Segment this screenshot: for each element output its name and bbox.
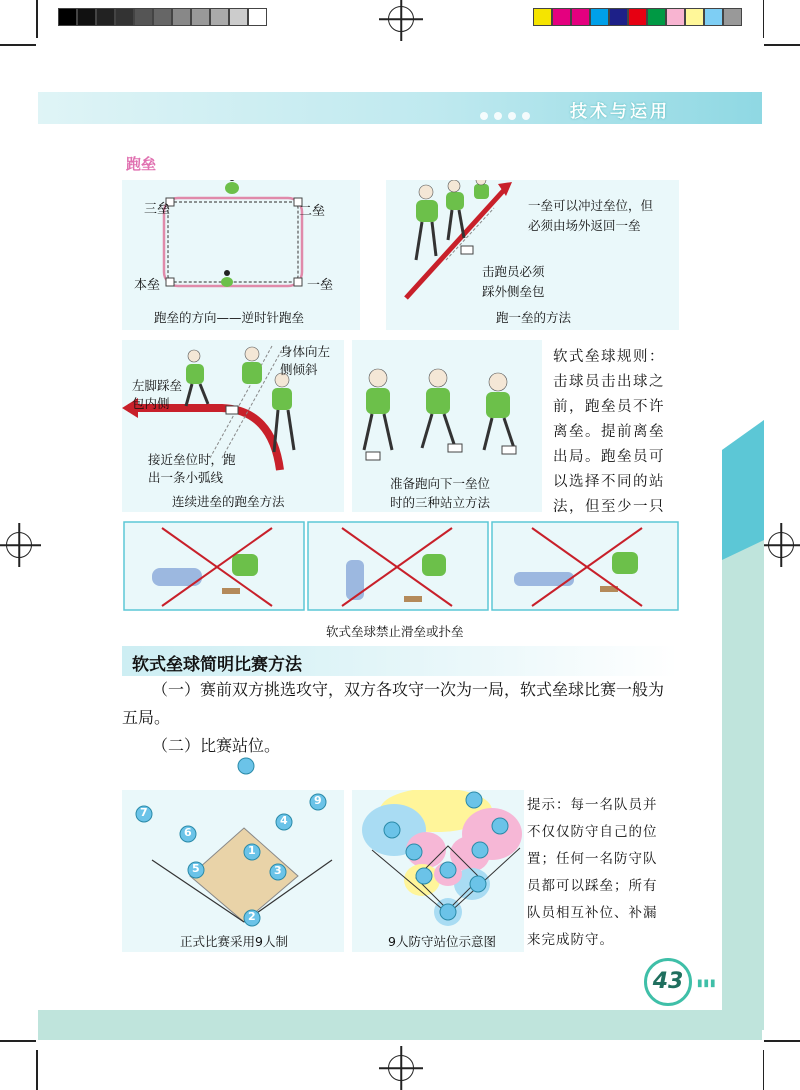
crop-mark-tr-v [763, 0, 765, 38]
position-number: 2 [248, 910, 256, 923]
formal-positions-caption: 正式比赛采用9人制 [180, 934, 288, 949]
paragraph-1-line-2: 五局。 [122, 708, 171, 727]
rule-line: 法，但至少一只 [553, 499, 665, 515]
tip-line: 来完成防守。 [527, 932, 614, 948]
crop-mark-br-h [764, 1040, 800, 1042]
rule-line: 离垒。提前离垒 [553, 424, 665, 440]
continuous-note-top-b: 侧倾斜 [280, 362, 318, 377]
first-base-note-1b: 必须由场外返回一垒 [528, 218, 641, 233]
page-number-dots: ▮▮▮ [697, 978, 717, 989]
position-number: 7 [140, 806, 148, 819]
rule-text [553, 345, 683, 545]
center-fielder-marker [236, 756, 256, 776]
section-title: 软式垒球简明比赛方法 [132, 655, 302, 675]
side-decoration [722, 420, 764, 1030]
crop-mark-br-v [763, 1050, 765, 1090]
position-number: 9 [314, 794, 322, 807]
crop-mark-tl-v [36, 0, 38, 38]
no-slide-illustrations [122, 520, 680, 612]
paragraph-2: （二）比赛站位。 [152, 736, 281, 755]
stance-panel [352, 340, 542, 512]
crop-mark-tl-h [0, 44, 36, 46]
tip-line: 提示：每一名队员并 [527, 797, 658, 813]
stance-caption-2: 时的三种站立方法 [390, 495, 491, 510]
footer-band [38, 1010, 762, 1040]
rule-line: 以选择不同的站 [553, 474, 665, 490]
no-slide-strip [122, 520, 680, 612]
grayscale-bar [58, 8, 267, 28]
tip-line: 置；任何一名防守队 [527, 851, 658, 867]
crop-mark-tr-h [764, 44, 800, 46]
position-number: 6 [184, 826, 192, 839]
formal-positions-diagram [122, 790, 344, 952]
tip-line: 不仅仅防守自己的位 [527, 824, 658, 840]
position-number: 4 [280, 814, 288, 827]
first-base-note-2b: 踩外侧垒包 [482, 284, 545, 299]
continuous-note-left-a: 左脚踩垒 [132, 378, 183, 393]
rule-line: 前，跑垒员不许 [553, 399, 665, 415]
registration-mark-left [6, 532, 32, 558]
formal-positions-panel [122, 790, 344, 952]
continuous-note-left-b: 包内侧 [132, 396, 170, 411]
continuous-note-bottom-a: 接近垒位时，跑 [148, 452, 236, 467]
defense-positions-caption: 9人防守站位示意图 [388, 934, 496, 949]
color-bar [533, 8, 742, 28]
label-third-base: 三垒 [144, 202, 171, 217]
first-base-caption: 跑一垒的方法 [496, 310, 572, 325]
defense-positions-diagram [352, 790, 524, 952]
continuous-caption: 连续进垒的跑垒方法 [172, 494, 285, 509]
defense-positions-panel [352, 790, 524, 952]
rule-line: 软式垒球规则： [553, 349, 665, 365]
registration-mark-bottom [388, 1055, 414, 1081]
no-slide-caption: 软式垒球禁止滑垒或扑垒 [326, 624, 464, 639]
header-band [38, 92, 762, 124]
diamond-panel [122, 180, 360, 330]
continuous-note-top-a: 身体向左 [280, 344, 331, 359]
first-base-panel [386, 180, 679, 330]
label-second-base: 二垒 [299, 204, 326, 219]
diamond-caption: 跑垒的方向——逆时针跑垒 [154, 310, 305, 325]
header-title: 技术与运用 [570, 102, 670, 122]
registration-mark-top [388, 6, 414, 32]
continuous-note-bottom-b: 出一条小弧线 [148, 470, 224, 485]
crop-mark-bl-v [36, 1050, 38, 1090]
label-first-base: 一垒 [307, 278, 334, 293]
page-number: 43 [644, 958, 692, 1006]
first-base-note-1a: 一垒可以冲过垒位，但 [528, 198, 654, 213]
first-base-note-2a: 击跑员必须 [482, 264, 545, 279]
position-number: 1 [248, 844, 256, 857]
crop-mark-bl-h [0, 1040, 36, 1042]
label-home-base: 本垒 [134, 278, 161, 293]
paragraph-1-line-1: （一）赛前双方挑选攻守，双方各攻守一次为一局，软式垒球比赛一般为 [152, 680, 665, 699]
running-heading: 跑垒 [126, 155, 157, 173]
registration-mark-right [768, 532, 794, 558]
continuous-panel [122, 340, 344, 512]
position-number: 5 [192, 862, 200, 875]
rule-line: 击球员击出球之 [553, 374, 665, 390]
rule-line: 出局。跑垒员可 [553, 449, 665, 465]
header-dots [474, 105, 530, 124]
tip-line: 队员相互补位、补漏 [527, 905, 658, 921]
section-heading [122, 646, 678, 676]
tip-text [527, 792, 679, 954]
position-number: 3 [274, 864, 282, 877]
stance-caption-1: 准备跑向下一垒位 [390, 476, 491, 491]
tip-line: 员都可以踩垒；所有 [527, 878, 658, 894]
